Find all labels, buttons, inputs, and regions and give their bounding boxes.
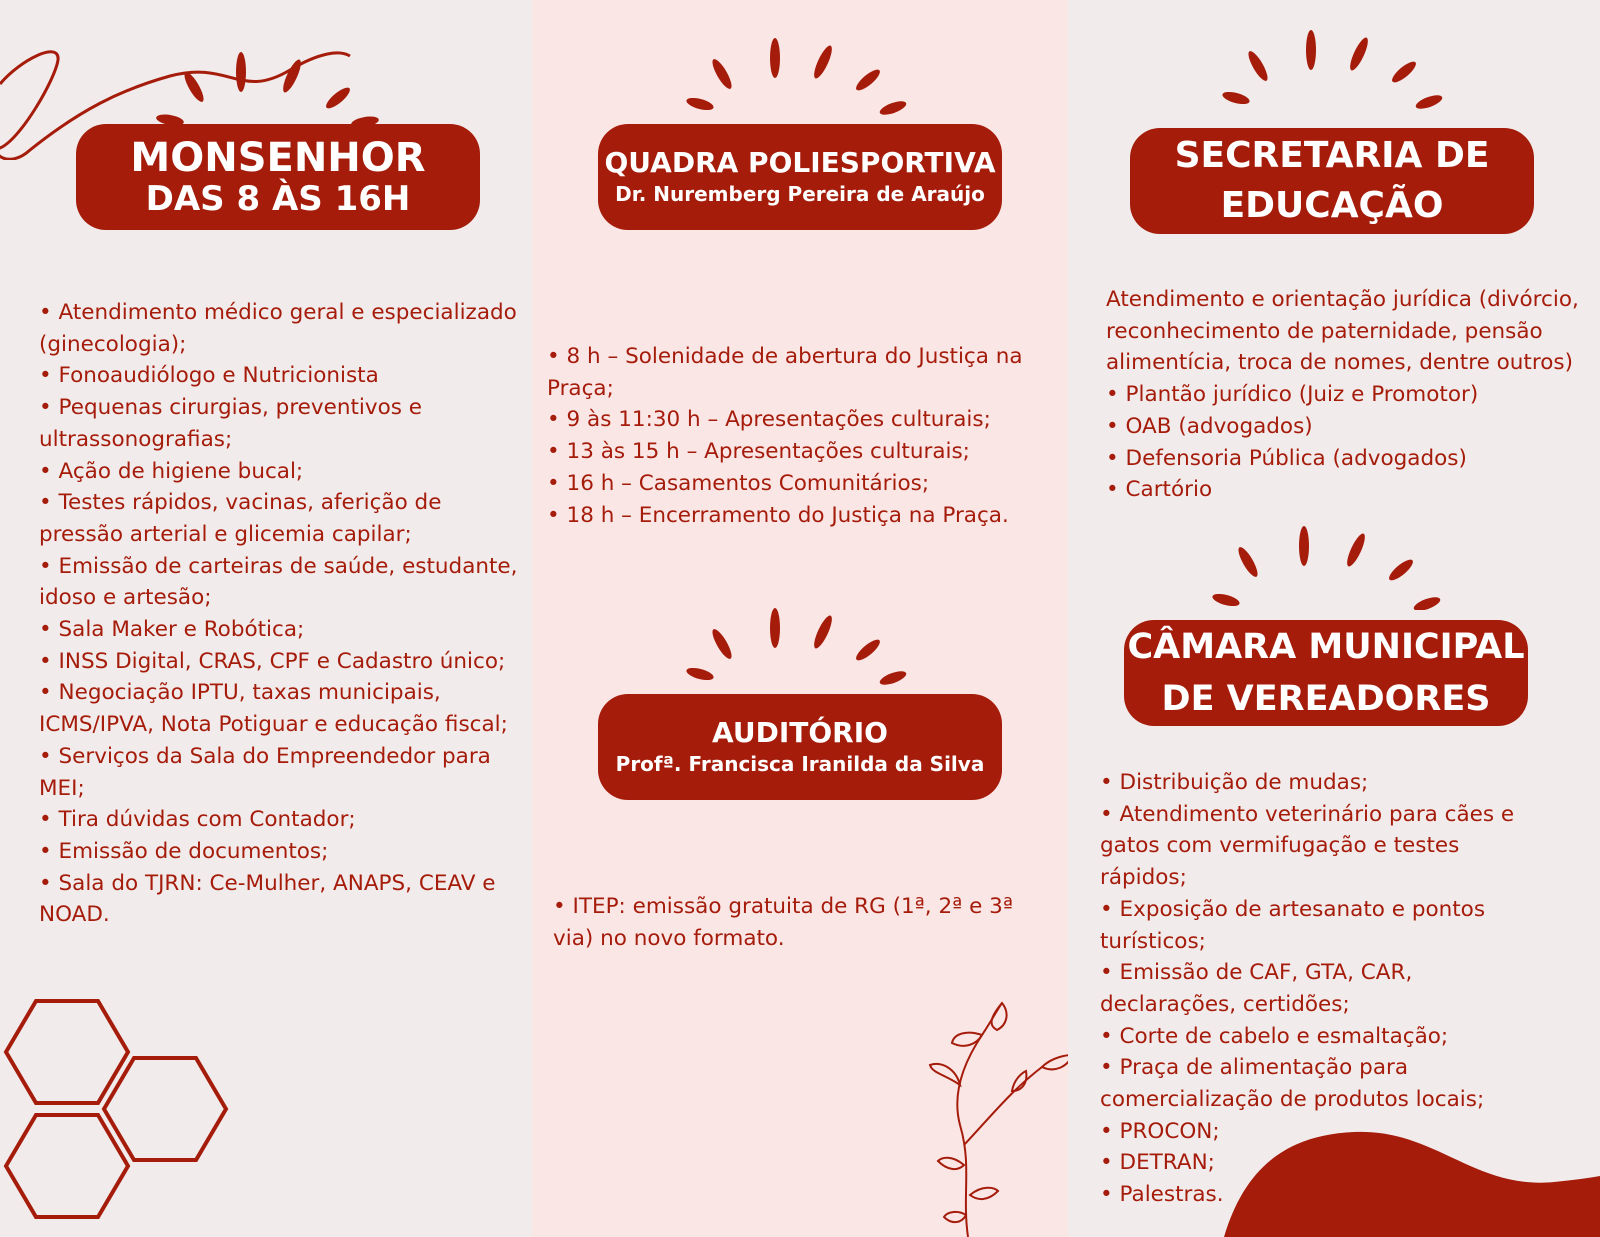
list-item: • Corte de cabelo e esmaltação; [1100, 1023, 1449, 1049]
list-item: Atendimento e orientação jurídica (divórcio, reconhecimento de paternidade, pensão alimentícia, troca de nomes, dentre outros) [1106, 287, 1579, 376]
sunburst-icon [1214, 26, 1454, 116]
list-item: • Sala Maker e Robótica; [39, 617, 305, 643]
list-item: • Tira dúvidas com Contador; [39, 807, 356, 833]
list-item: • 16 h – Casamentos Comunitários; [547, 470, 930, 496]
panel-quadra-auditorio [532, 0, 1068, 1237]
list-item: • 9 às 11:30 h – Apresentações culturais; [547, 407, 991, 433]
red-wave-shape [1224, 1130, 1600, 1237]
list-item: • 18 h – Encerramento do Justiça na Praça. [547, 502, 1009, 528]
list-item: • Emissão de CAF, GTA, CAR, declarações, certidões; [1100, 960, 1413, 1017]
list-item: • Plantão jurídico (Juiz e Promotor) [1106, 382, 1479, 408]
auditorio-title: AUDITÓRIO [712, 716, 888, 749]
auditorio-subtitle: Profª. Francisca Iranilda da Silva [615, 752, 985, 776]
secretaria-header [1130, 128, 1534, 234]
sunburst-icon [150, 42, 390, 132]
camara-header [1124, 620, 1528, 726]
list-item: • Testes rápidos, vacinas, aferição de pressão arterial e glicemia capilar; [39, 490, 442, 547]
leaf-branch-icon [902, 995, 1072, 1237]
list-item: • Cartório [1106, 477, 1213, 503]
list-item: • Exposição de artesanato e pontos turísticos; [1100, 896, 1486, 954]
list-item: • Atendimento médico geral e especializado (ginecologia); [39, 300, 517, 357]
list-item: • Emissão de documentos; [39, 838, 329, 864]
monsenhor-title: MONSENHOR [130, 135, 426, 181]
list-item: • Serviços da Sala do Empreendedor para MEI; [39, 743, 491, 801]
list-item: • Pequenas cirurgias, preventivos e ultrassonografias; [39, 395, 423, 452]
monsenhor-header [76, 124, 480, 230]
panel-monsenhor [0, 0, 532, 1237]
camara-title-line2: DE VEREADORES [1161, 679, 1491, 719]
list-item: • Defensoria Pública (advogados) [1106, 445, 1467, 471]
secretaria-title-line2: EDUCAÇÃO [1220, 185, 1444, 226]
list-item: • Praça de alimentação para comercialização de produtos locais; [1100, 1055, 1485, 1113]
list-item: • ITEP: emissão gratuita de RG (1ª, 2ª e 3ª via) no novo formato. [553, 894, 1013, 951]
panel-secretaria-camara [1068, 0, 1600, 1237]
secretaria-title-line1: SECRETARIA DE [1174, 135, 1490, 176]
quadra-header [598, 124, 1002, 230]
camara-title-line1: CÂMARA MUNICIPAL [1127, 627, 1525, 667]
sunburst-icon [678, 34, 918, 124]
monsenhor-hours: DAS 8 ÀS 16H [145, 179, 411, 219]
secretaria-services-list [1106, 284, 1598, 506]
list-item: • Emissão de carteiras de saúde, estudante, idoso e artesão; [39, 553, 518, 611]
sunburst-icon [1204, 520, 1444, 610]
list-item: • Sala do TJRN: Ce-Mulher, ANAPS, CEAV e NOAD. [39, 870, 496, 928]
monsenhor-services-list [39, 297, 529, 931]
list-item: • Atendimento veterinário para cães e gatos com vermifugação e testes rápidos; [1100, 801, 1515, 891]
list-item: • Negociação IPTU, taxas municipais, ICMS/IPVA, Nota Potiguar e educação fiscal; [39, 680, 508, 738]
quadra-title: QUADRA POLIESPORTIVA [604, 146, 996, 179]
list-item: • 8 h – Solenidade de abertura do Justiça na Praça; [547, 344, 1023, 401]
list-item: • Palestras. [1100, 1182, 1224, 1208]
list-item: • DETRAN; [1100, 1150, 1215, 1176]
quadra-subtitle: Dr. Nuremberg Pereira de Araújo [615, 182, 985, 206]
list-item: • Ação de higiene bucal; [39, 458, 304, 484]
quadra-schedule-list [547, 341, 1047, 531]
list-item: • OAB (advogados) [1106, 413, 1313, 439]
auditorio-services-list [553, 891, 1053, 954]
auditorio-header [598, 694, 1002, 800]
sunburst-icon [678, 604, 918, 694]
list-item: • INSS Digital, CRAS, CPF e Cadastro único; [39, 648, 506, 674]
list-item: • Distribuição de mudas; [1100, 770, 1369, 795]
list-item: • Fonoaudiólogo e Nutricionista [39, 363, 379, 389]
list-item: • PROCON; [1100, 1118, 1220, 1144]
list-item: • 13 às 15 h – Apresentações culturais; [547, 439, 970, 465]
hexagon-icon [0, 995, 240, 1225]
